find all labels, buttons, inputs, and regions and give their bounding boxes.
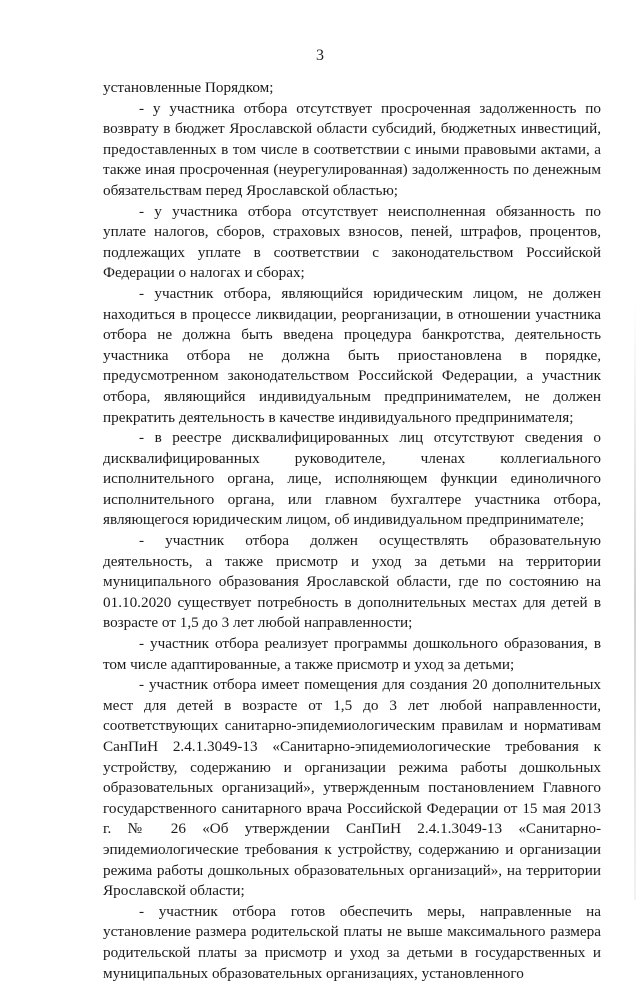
paragraph-continuation: установленные Порядком; [103,79,274,96]
document-body [103,78,601,984]
paragraph-liquidation: - участник отбора, являющийся юридическим лицом, не должен находиться в процессе ликвидации, реорганизации, в отношении участника отбора не должна быть введена процедура банкротства, деятельность участника отбора не должна быть приостановлена в порядке, предусмотренном законодательством Российской Федерации, а участник отбора, являющийся индивидуальным предпринимателем, не должен прекратить деятельность в качестве индивидуального предпринимателя; [103,284,601,426]
page-number: 3 [316,47,324,64]
paragraph-budget-debt: - у участника отбора отсутствует просроченная задолженность по возврату в бюджет Ярославской области субсидий, бюджетных инвестиций, предоставленных в том числе в соответствии с иными правовыми актами, а также иная просроченная (неурегулированная) задолженность по денежным обязательствам перед Ярославской областью; [103,99,601,199]
paragraph-parental-fee: - участник отбора готов обеспечить меры, направленные на установление размера родительской платы не выше максимального размера родительской платы за присмотр и уход за детьми в государственных и муниципальных образовательных организациях, установленного [103,902,601,982]
paragraph-premises: - участник отбора имеет помещения для создания 20 дополнительных мест для детей в возрасте от 1,5 до 3 лет любой направленности, соответствующих санитарно-эпидемиологическим правилам и нормативам СанПиН 2.4.1.3049-13 «Санитарно-эпидемиологические требования к устройству, содержанию и организации режима работы дошкольных образовательных организаций», утвержденным постановлением Главного государственного санитарного врача Российской Федерации от 15 мая 2013 г. № 26 «Об утверждении СанПиН 2.4.1.3049-13 «Санитарно-эпидемиологические требования к устройству, содержанию и организации режима работы дошкольных образовательных организаций», на территории Ярославской области; [103,676,601,900]
paragraph-tax-obligations: - у участника отбора отсутствует неисполненная обязанность по уплате налогов, сборов, страховых взносов, пеней, штрафов, процентов, подлежащих уплате в соответствии с законодательством Российской Федерации о налогах и сборах; [103,202,601,282]
paragraph-disqualified-registry: - в реестре дисквалифицированных лиц отсутствуют сведения о дисквалифицированных руководителе, членах коллегиального исполнительного органа, лице, исполняющем функции единоличного исполнительного органа, или главном бухгалтере участника отбора, являющегося юридическим лицом, об индивидуальном предпринимателе; [103,429,601,529]
paragraph-educational-activity: - участник отбора должен осуществлять образовательную деятельность, а также присмотр и уход за детьми на территории муниципального образования Ярославской области, где по состоянию на 01.10.2020 существует потребность в дополнительных местах для детей в возрасте от 1,5 до 3 лет любой направленности; [103,532,601,632]
paragraph-preschool-programs: - участник отбора реализует программы дошкольного образования, в том числе адаптированные, а также присмотр и уход за детьми; [103,635,601,673]
scan-edge-shadow [634,300,636,900]
